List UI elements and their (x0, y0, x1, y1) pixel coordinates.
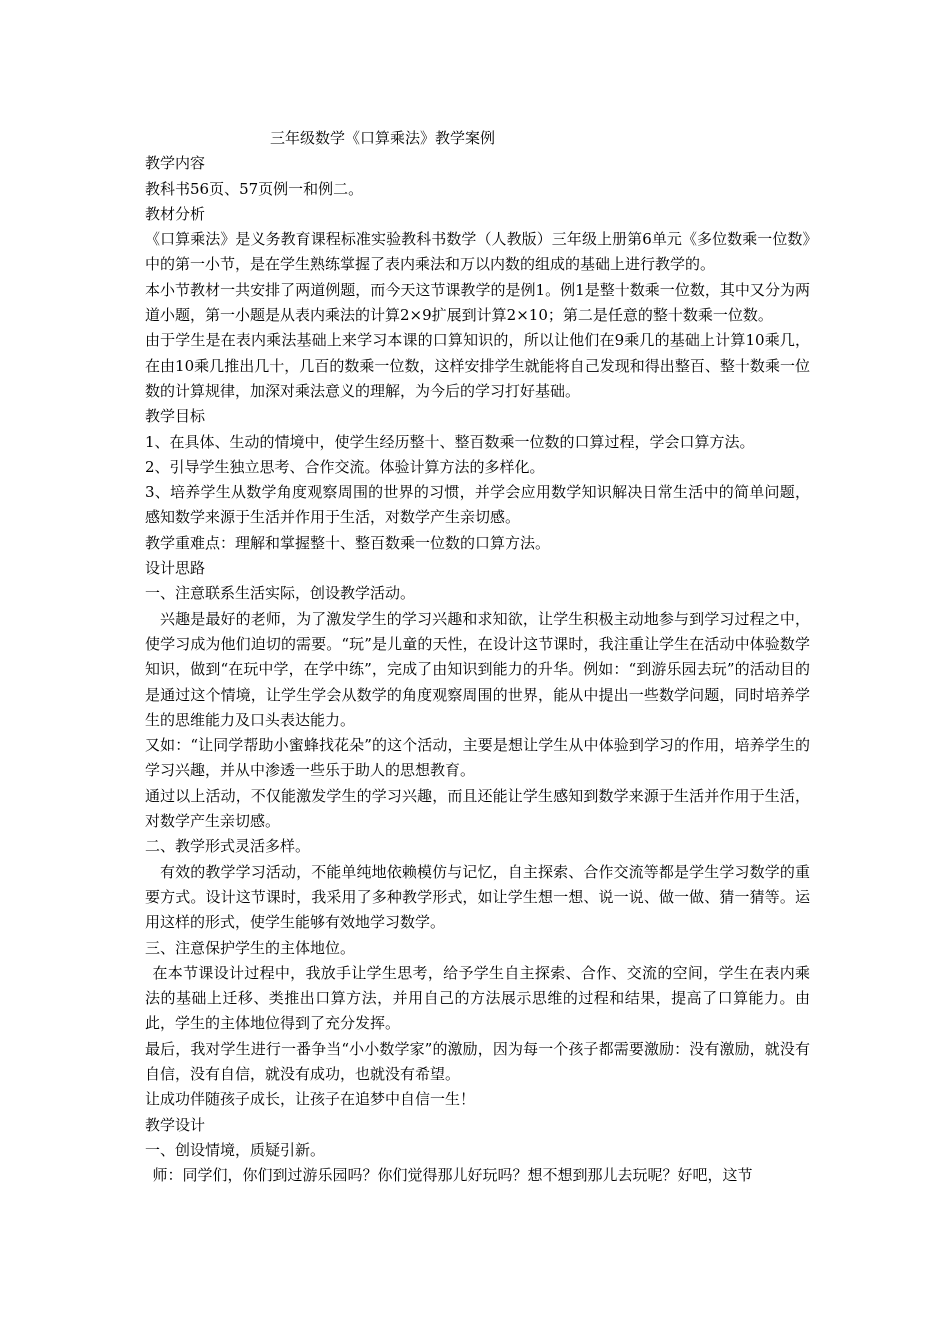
paragraph: 本小节教材一共安排了两道例题，而今天这节课教学的是例1。例1是整十数乘一位数，其中又分为两道小题，第一小题是从表内乘法的计算2×9扩展到计算2×10；第二是任意的整十数乘一位数。 (145, 280, 810, 325)
paragraph: 又如：“让同学帮助小蜜蜂找花朵”的这个活动，主要是想让学生从中体验到学习的作用，培养学生的学习兴趣，并从中渗透一些乐于助人的思想教育。 (145, 736, 810, 780)
paragraph: 兴趣是最好的老师，为了激发学生的学习兴趣和求知欲，让学生积极主动地参与到学习过程之中，使学习成为他们迫切的需要。“玩”是儿童的天性，在设计这节课时，我注重让学生在活动中体验数学知识，做到“在玩中学，在学中练”，完成了由知识到能力的升华。例如：“到游乐园去玩”的活动目的是通过这个情境，让学生学会从数学的角度观察周围的世界，能从中提出一些数学问题，同时培养学生的思维能力及口头表达能力。 (145, 609, 810, 729)
paragraph: 让成功伴随孩子成长，让孩子在追梦中自信一生！ (145, 1090, 476, 1109)
paragraph: 《口算乘法》是义务教育课程标准实验教科书数学（人教版）三年级上册第6单元《多位数乘一位数》中的第一小节，是在学生熟练掌握了表内乘法和万以内数的组成的基础上进行教学的。 (145, 230, 810, 274)
subheading: 三、注意保护学生的主体地位。 (145, 938, 356, 957)
goal-item: 3、培养学生从数学角度观察周围的世界的习惯，并学会应用数学知识解决日常生活中的简单问题，感知数学来源于生活并作用于生活，对数学产生亲切感。 (145, 483, 810, 527)
paragraph: 由于学生是在表内乘法基础上来学习本课的口算知识的，所以让他们在9乘几的基础上计算10乘几，在由10乘几推出几十，几百的数乘一位数，这样安排学生就能将自己发现和得出整百、整十数乘一位数的计算规律，加深对乘法意义的理解，为今后的学习打好基础。 (145, 331, 810, 400)
subheading: 一、创设情境，质疑引新。 (145, 1140, 326, 1159)
section-heading-design-ideas: 设计思路 (145, 559, 206, 578)
goal-item: 1、在具体、生动的情境中，使学生经历整十、整百数乘一位数的口算过程，学会口算方法。 (145, 432, 755, 451)
paragraph: 师：同学们，你们到过游乐园吗？你们觉得那儿好玩吗？想不想到那儿去玩呢？好吧，这节 (152, 1166, 753, 1185)
section-heading-goals: 教学目标 (145, 407, 206, 426)
document-title: 三年级数学《口算乘法》教学案例 (270, 129, 496, 147)
section-heading-teaching-design: 教学设计 (145, 1115, 206, 1134)
section-heading-content: 教学内容 (145, 154, 206, 173)
paragraph: 在本节课设计过程中，我放手让学生思考，给予学生自主探索、合作、交流的空间，学生在表内乘法的基础上迁移、类推出口算方法，并用自己的方法展示思维的过程和结果，提高了口算能力。由此，学生的主体地位得到了充分发挥。 (145, 963, 810, 1033)
subheading: 二、教学形式灵活多样。 (145, 837, 311, 856)
paragraph: 有效的教学学习活动，不能单纯地依赖模仿与记忆，自主探索、合作交流等都是学生学习数学的重要方式。设计这节课时，我采用了多种教学形式，如让学生想一想、说一说、做一做、猜一猜等。运用这样的形式，使学生能够有效地学习数学。 (145, 862, 810, 932)
document-body (145, 126, 810, 1188)
subheading: 一、注意联系生活实际，创设教学活动。 (145, 584, 416, 603)
key-points: 教学重难点：理解和掌握整十、整百数乘一位数的口算方法。 (145, 533, 551, 552)
goal-item: 2、引导学生独立思考、合作交流。体验计算方法的多样化。 (145, 457, 545, 476)
paragraph: 教科书56页、57页例一和例二。 (145, 179, 364, 198)
paragraph: 通过以上活动，不仅能激发学生的学习兴趣，而且还能让学生感知到数学来源于生活并作用于生活，对数学产生亲切感。 (145, 786, 810, 831)
paragraph: 最后，我对学生进行一番争当“小小数学家”的激励，因为每一个孩子都需要激励：没有激励，就没有自信，没有自信，就没有成功，也就没有希望。 (145, 1039, 810, 1083)
section-heading-analysis: 教材分析 (145, 204, 206, 223)
